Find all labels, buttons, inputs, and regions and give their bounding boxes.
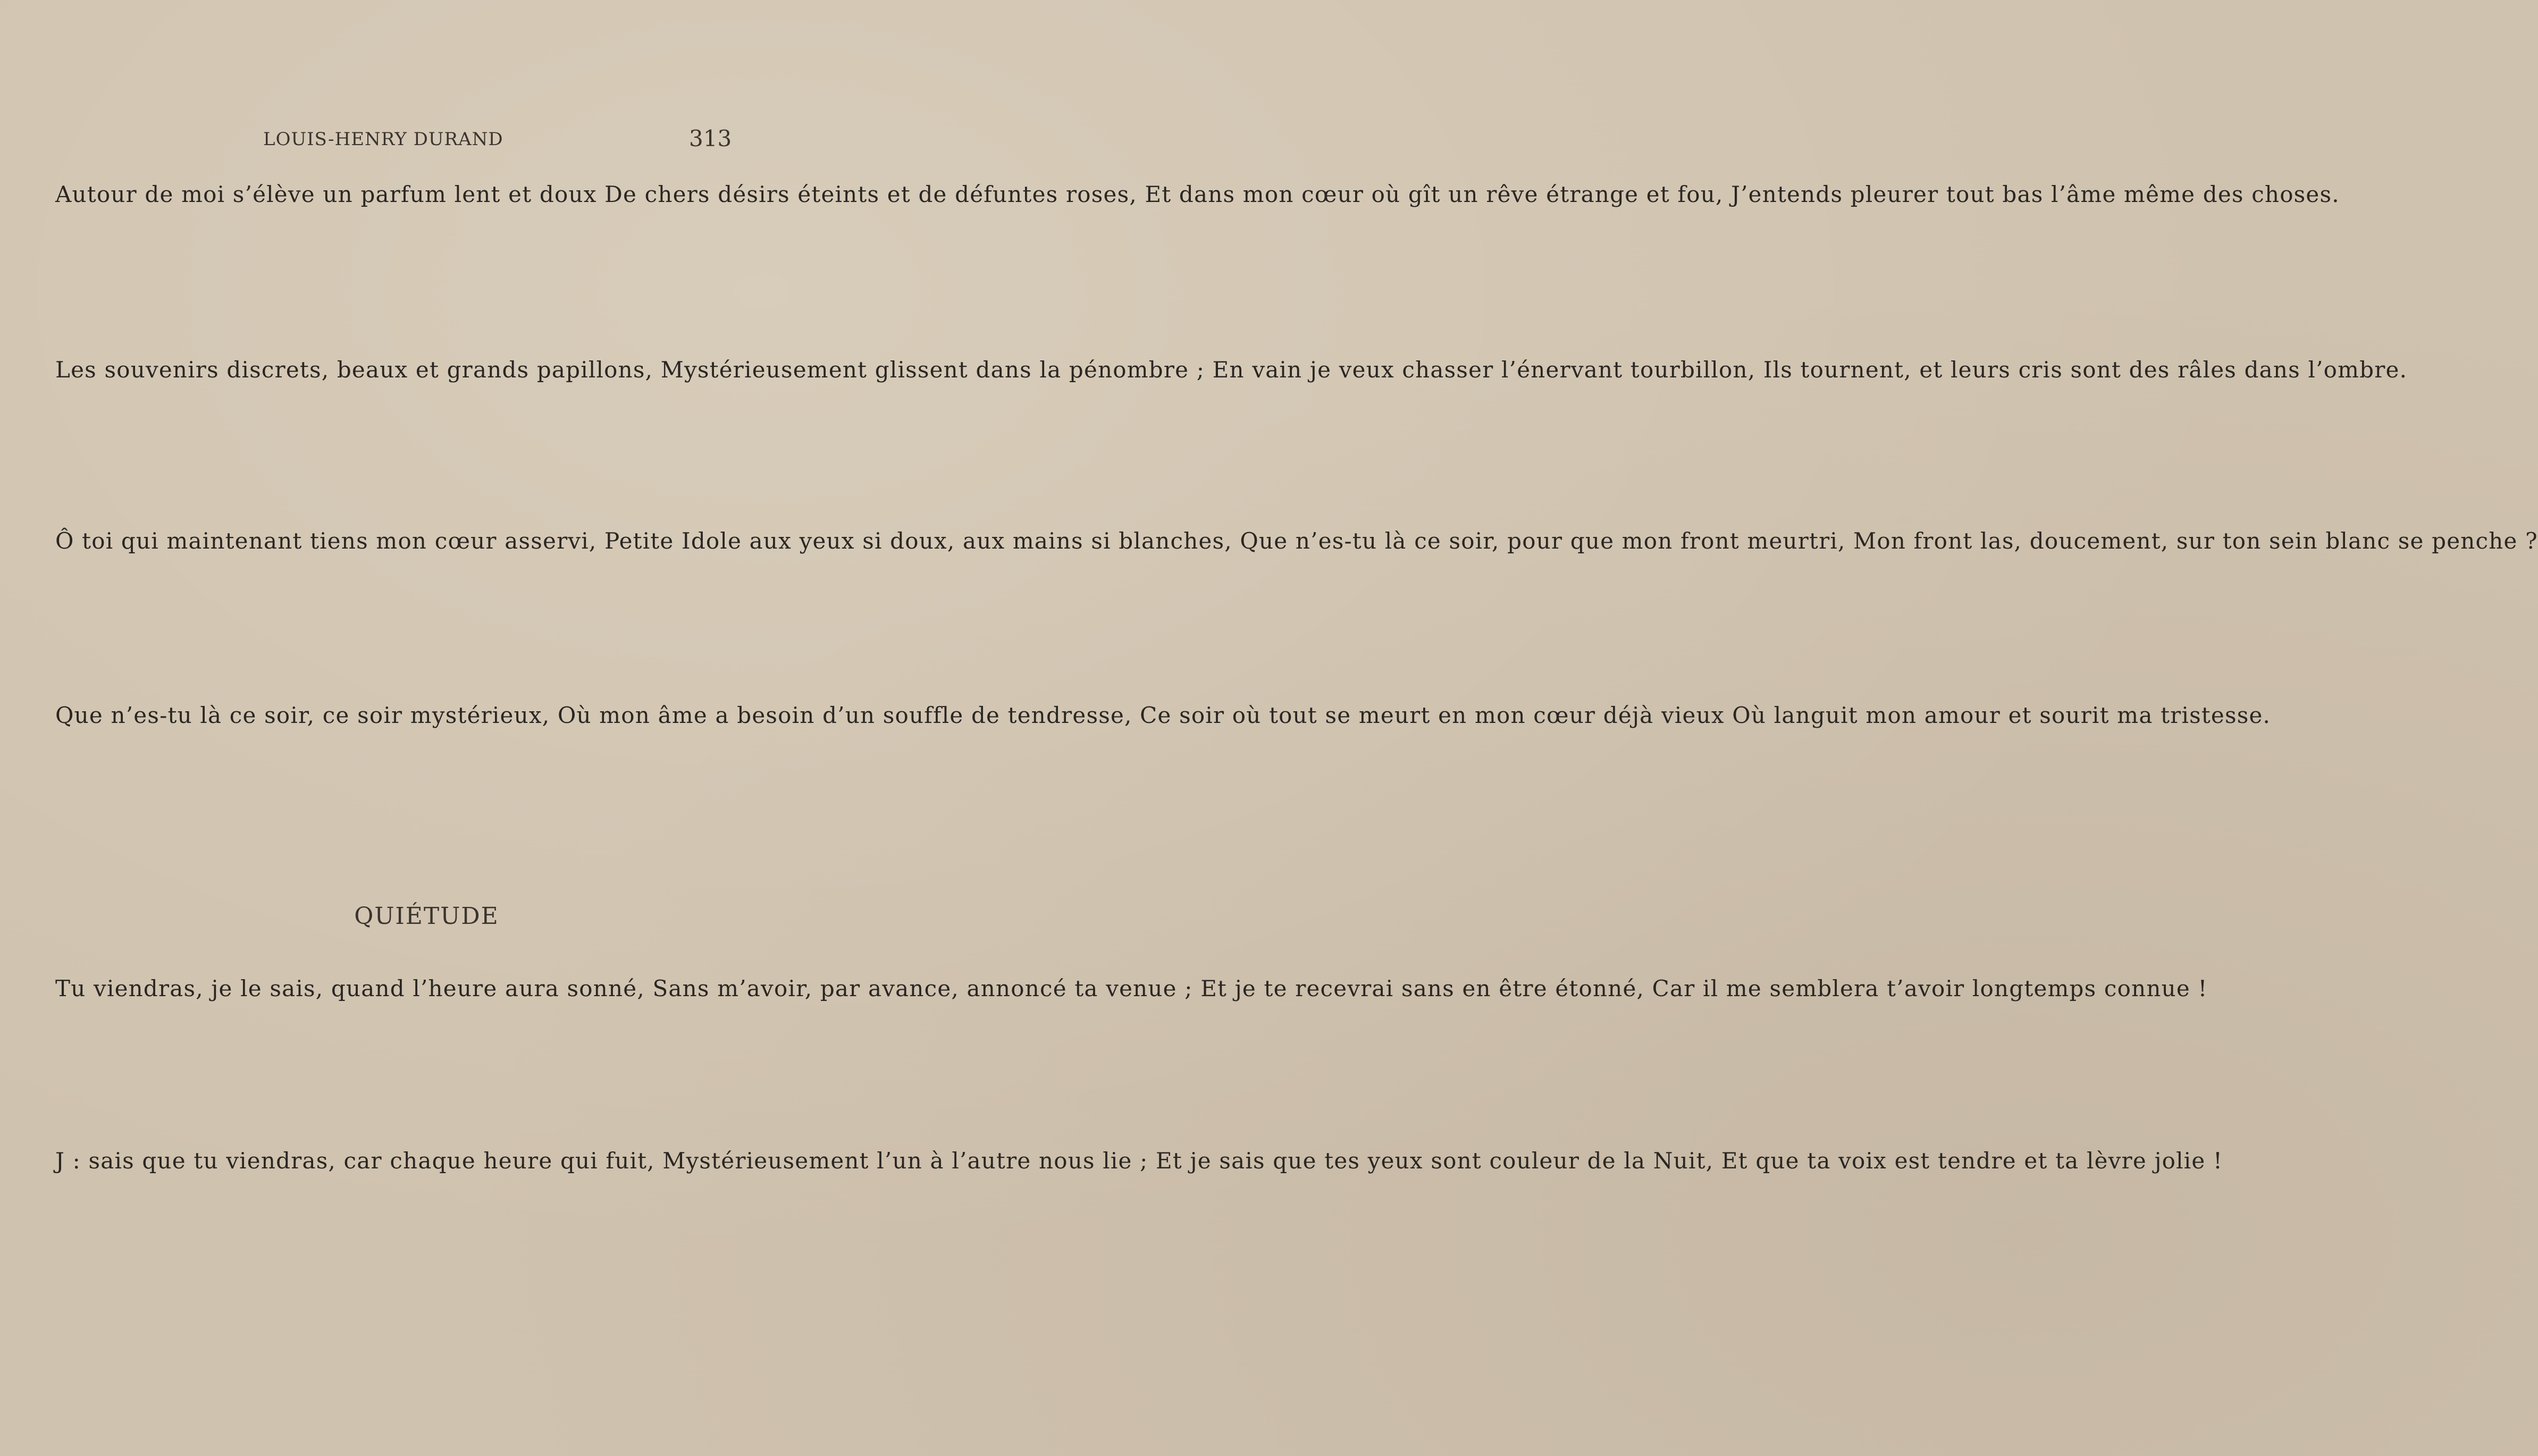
verse-line: J : sais que tu viendras, car chaque heure qui fuit, <box>55 1148 655 1174</box>
verse-line: Autour de moi s’élève un parfum lent et doux <box>55 181 597 207</box>
poem1-stanza-1 <box>55 175 2340 214</box>
verse-line: Petite Idole aux yeux si doux, aux mains si blanches, <box>604 528 1232 554</box>
verse-line: Et je sais que tes yeux sont couleur de la Nuit, <box>1156 1148 1714 1174</box>
verse-line: De chers désirs éteints et de défuntes roses, <box>604 181 1137 207</box>
verse-line: Que n’es-tu là ce soir, pour que mon front meurtri, <box>1240 528 1846 554</box>
poem1-stanza-2 <box>55 351 2407 389</box>
verse-line: Et dans mon cœur où gît un rêve étrange et fou, <box>1145 181 1724 207</box>
verse-line: Car il me semblera t’avoir longtemps connue ! <box>1652 975 2208 1001</box>
poem1-stanza-4 <box>55 696 2271 735</box>
verse-line: Les souvenirs discrets, beaux et grands papillons, <box>55 357 653 383</box>
verse-line: Ce soir où tout se meurt en mon cœur déjà vieux <box>1140 702 1725 728</box>
verse-line: J’entends pleurer tout bas l’âme même des choses. <box>1731 181 2340 207</box>
poem2-stanza-2 <box>55 1142 2223 1180</box>
verse-line: Que n’es-tu là ce soir, ce soir mystérieux, <box>55 702 550 728</box>
verse-line: Mystérieusement l’un à l’autre nous lie ; <box>662 1148 1148 1174</box>
poem2-stanza-1 <box>55 970 2208 1008</box>
verse-line: Ô toi qui maintenant tiens mon cœur asservi, <box>55 528 597 554</box>
poem1-stanza-3 <box>55 522 2538 560</box>
verse-line: Tu viendras, je le sais, quand l’heure aura sonné, <box>55 975 645 1001</box>
verse-line: Et que ta voix est tendre et ta lèvre jolie ! <box>1721 1148 2223 1174</box>
verse-line: Où languit mon amour et sourit ma tristesse. <box>1732 702 2271 728</box>
verse-line: Sans m’avoir, par avance, annoncé ta venue ; <box>652 975 1193 1001</box>
poem-title: QUIÉTUDE <box>354 903 499 930</box>
verse-line: Et je te recevrai sans en être étonné, <box>1200 975 1645 1001</box>
verse-line: En vain je veux chasser l’énervant tourbillon, <box>1212 357 1756 383</box>
running-title: LOUIS-HENRY DURAND <box>263 129 503 150</box>
verse-line: Mystérieusement glissent dans la pénombre ; <box>660 357 1205 383</box>
page-number: 313 <box>689 125 732 152</box>
verse-line: Ils tournent, et leurs cris sont des râles dans l’ombre. <box>1763 357 2408 383</box>
verse-line: Où mon âme a besoin d’un souffle de tendresse, <box>557 702 1132 728</box>
verse-line: Mon front las, doucement, sur ton sein blanc se penche ? <box>1853 528 2538 554</box>
